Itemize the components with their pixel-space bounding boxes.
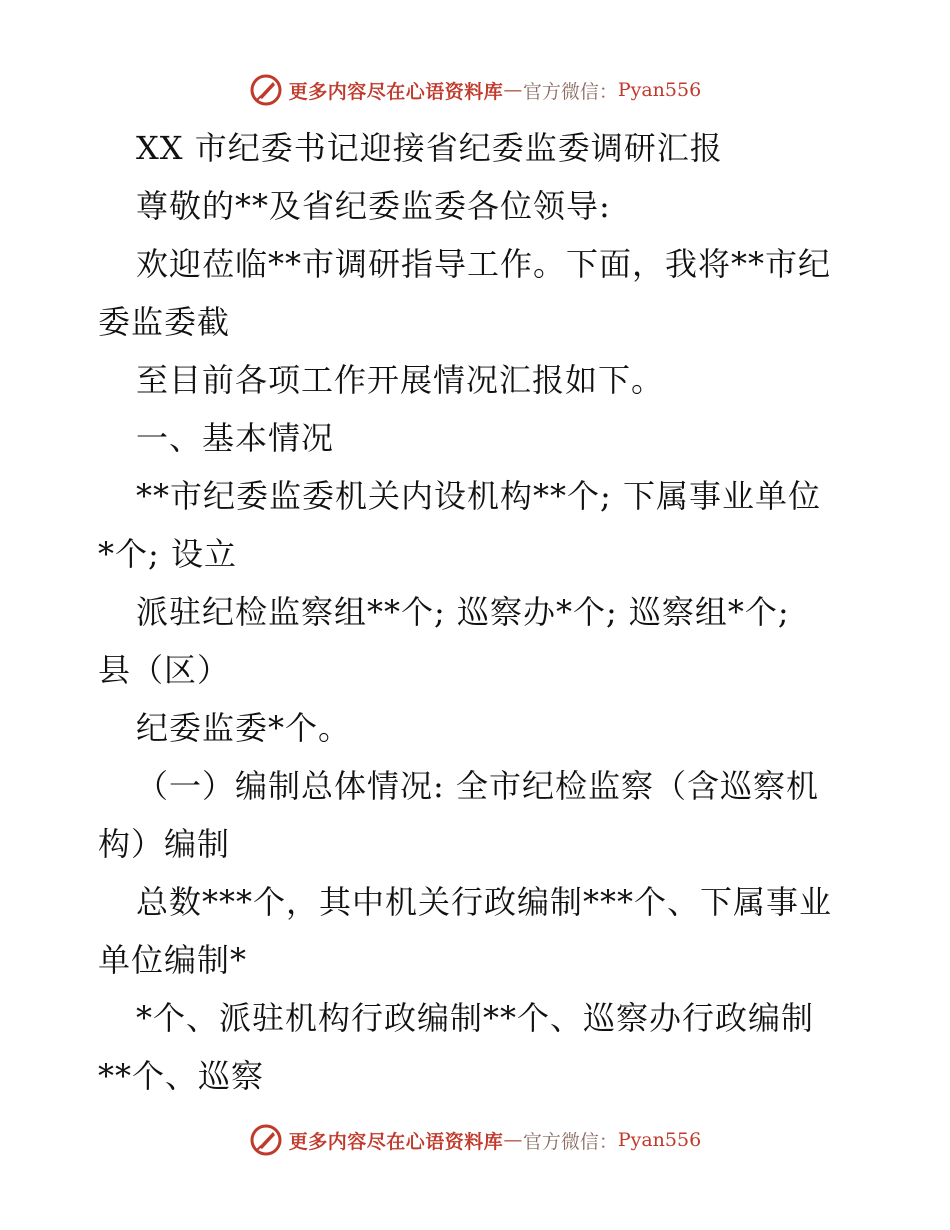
doc-line: 委监委截	[98, 303, 231, 341]
doc-line: 欢迎莅临**市调研指导工作。下面，我将**市纪	[136, 245, 832, 283]
banner-wechat-label: 官方微信：	[522, 80, 618, 103]
footer-watermark-banner	[0, 1120, 950, 1160]
doc-line: （一）编制总体情况: 全市纪检监察（含巡察机	[136, 767, 819, 805]
quill-logo-icon	[249, 1123, 283, 1157]
banner-wechat-label: 官方微信：	[522, 1130, 618, 1153]
doc-line: 县（区）	[98, 651, 231, 689]
doc-line: 派驻纪检监察组**个; 巡察办*个; 巡察组*个;	[136, 593, 790, 631]
doc-line: 单位编制*	[98, 941, 248, 979]
banner-separator: —	[503, 1129, 523, 1151]
header-watermark-banner	[0, 70, 950, 110]
quill-logo-icon	[249, 73, 283, 107]
banner-slogan: 更多内容尽在心语资料库	[288, 1130, 504, 1153]
doc-line: 构）编制	[98, 825, 231, 863]
banner-slogan: 更多内容尽在心语资料库	[288, 80, 504, 103]
doc-line: **个、巡察	[98, 1057, 265, 1095]
doc-line: 总数***个，其中机关行政编制***个、下属事业	[136, 883, 833, 921]
doc-line: *个、派驻机构行政编制**个、巡察办行政编制	[136, 999, 815, 1037]
banner-wechat-id: Pyan556	[617, 79, 702, 101]
banner-separator: —	[503, 79, 523, 101]
doc-line: XX 市纪委书记迎接省纪委监委调研汇报	[136, 129, 723, 167]
doc-line: 至目前各项工作开展情况汇报如下。	[136, 361, 665, 399]
doc-line: 一、基本情况	[136, 419, 335, 457]
banner-wechat-id: Pyan556	[617, 1129, 702, 1151]
doc-line: 尊敬的**及省纪委监委各位领导:	[136, 187, 611, 225]
doc-line: 纪委监委*个。	[136, 709, 352, 747]
doc-line: *个; 设立	[98, 535, 237, 573]
doc-line: **市纪委监委机关内设机构**个; 下属事业单位	[136, 477, 821, 515]
document-body	[98, 119, 858, 1105]
